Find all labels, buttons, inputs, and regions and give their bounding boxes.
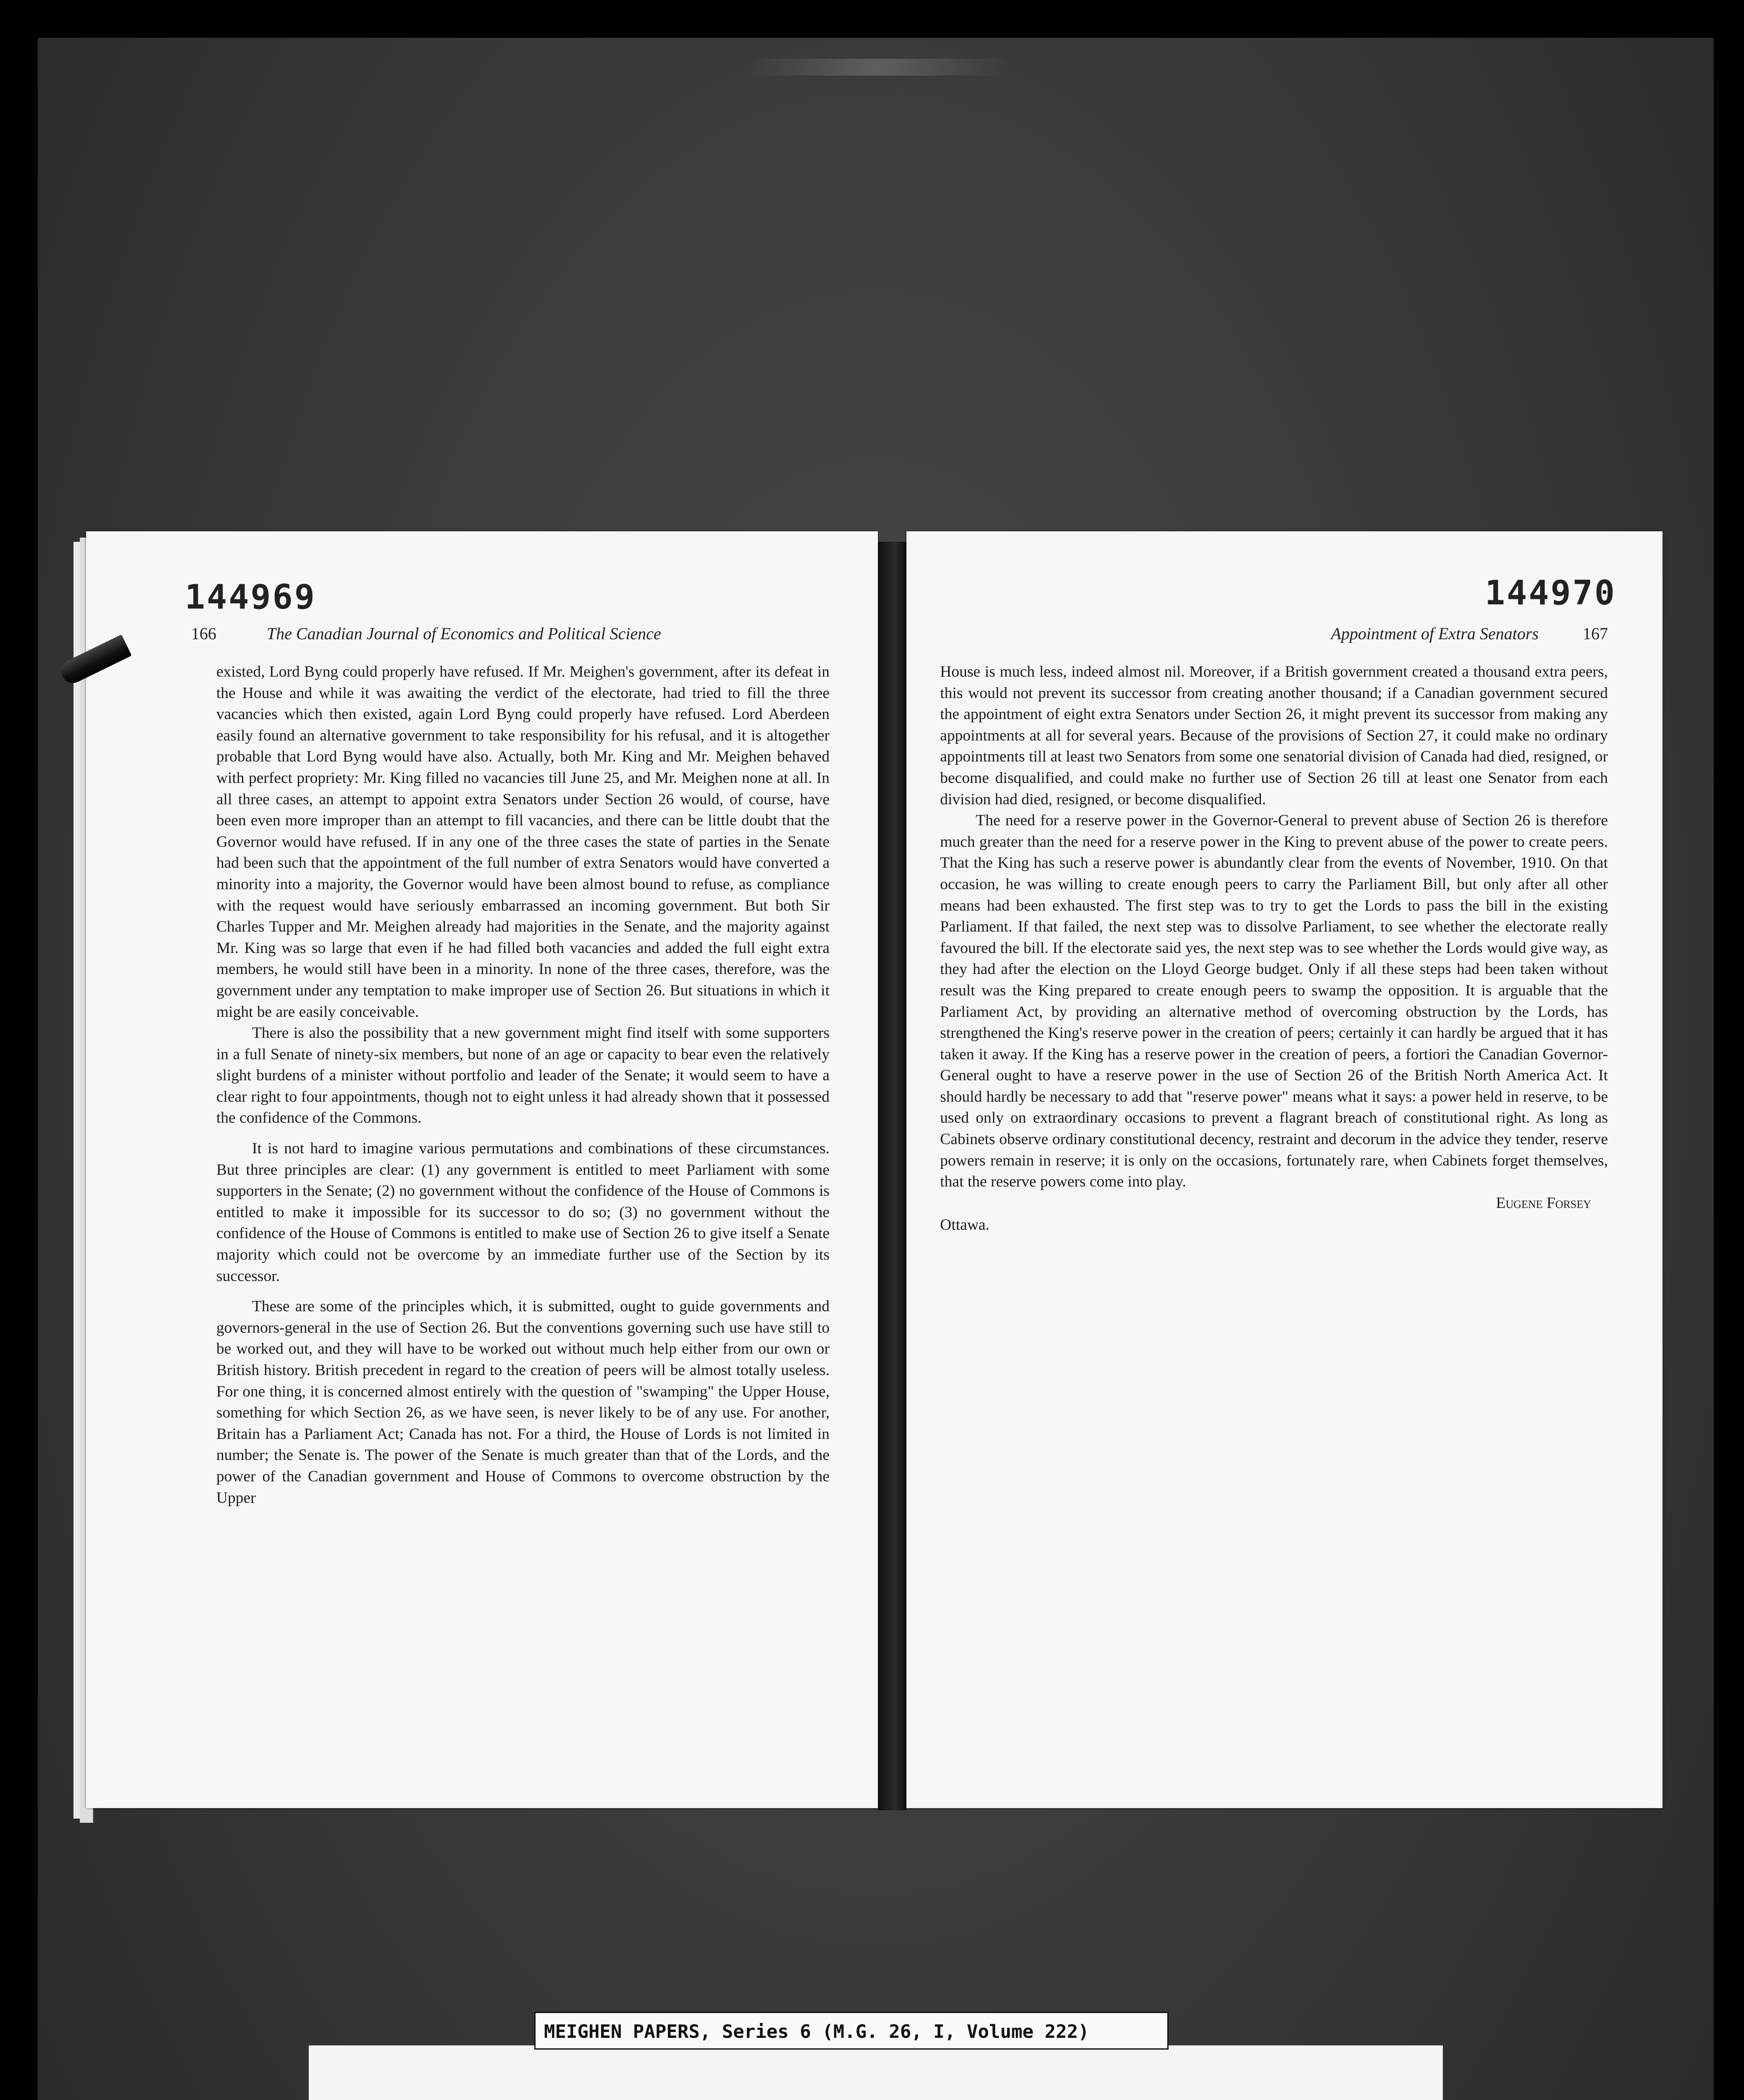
paragraph: There is also the possibility that a new government might find itself with some supporters in a full Senate of ninety-six members, but none of an age or capacity to bear even the relatively slight burdens of a minister without portfolio and leader of the Senate; it would seem to have a clear right to four appointments, though not to eight unless it had already shown that it possessed the confidence of the Commons. (216, 1024, 830, 1127)
paragraph: existed, Lord Byng could properly have refused. If Mr. Meighen's government, after its defeat in the House and while it was awaiting the verdict of the electorate, had tried to fill the three vacancies which then existed, again Lord Byng could properly have refused. Lord Aberdeen easily found an alternative government to take responsibility for his refusal, and it is altogether probable that Lord Byng would have also. Actually, both Mr. King and Mr. Meighen behaved with perfect propriety: Mr. King filled no vacancies till June 25, and Mr. Meighen none at all. In all three cases, an attempt to appoint extra Senators under Section 26 would, of course, have been even more improper than an attempt to fill vacancies, and there can be little doubt that the Governor would have refused. If in any one of the three cases the state of parties in the Senate had been such that the appointment of the full number of extra Senators would have converted a minority into a majority, the Governor would have been almost bound to refuse, as compliance with the request would have seriously embarrassed an incoming government. But both Sir Charles Tupper and Mr. Meighen already had majorities in the Senate, and the majority against Mr. King was so large that even if he had filled both vacancies and added the full eight extra members, he would still have been in a minority. In none of the three cases, therefore, was the government under any temptation to make improper use of Section 26. But situations in which it might be are easily conceivable. (216, 663, 830, 1021)
body-text (216, 662, 830, 1509)
body-text (940, 662, 1608, 1236)
paragraph: House is much less, indeed almost nil. Moreover, if a British government created a thousand extra peers, this would not prevent its successor from creating another thousand; if a Canadian government secured the appointment of eight extra Senators under Section 26, it might prevent its successor from making any appointments at all for several years. Because of the provisions of Section 27, it could make no ordinary appointments till at least two Senators from some one senatorial division of Canada had died, resigned, or become disqualified, and could make no further use of Section 26 till at least one Senator from each division had died, resigned, or become disqualified. (940, 663, 1608, 808)
place-line: Ottawa. (940, 1216, 990, 1234)
page-number: 166 (191, 624, 216, 643)
article-title: Appointment of Extra Senators (1331, 624, 1539, 643)
page-number: 167 (1583, 624, 1608, 643)
paragraph: These are some of the principles which, it is submitted, ought to guide governments and governors-general in the use of Section 26. But the conventions governing such use have still to be worked out, and they will have to be worked out without much help either from our own or British history. British precedent in regard to the creation of peers will be almost totally useless. For one thing, it is concerned almost entirely with the question of "swamping" the Upper House, something for which Section 26, as we have seen, is never likely to be of any use. For another, Britain has a Parliament Act; Canada has not. For a third, the House of Lords is not limited in number; the Senate is. The power of the Senate is much greater than that of the Lords, and the power of the Canadian government and House of Commons to overcome obstruction by the Upper (216, 1298, 830, 1507)
journal-title: The Canadian Journal of Economics and Political Science (267, 624, 661, 643)
paragraph: The need for a reserve power in the Governor-General to prevent abuse of Section 26 is therefore much greater than the need for a reserve power in the King to prevent abuse of the power to create peers. That the King has such a reserve power is abundantly clear from the events of November, 1910. On that occasion, he was willing to create enough peers to carry the Parliament Bill, but only after all other means had been exhausted. The first step was to try to get the Lords to pass the bill in the existing Parliament. If that failed, the next step was to dissolve Parliament, to see whether the electorate really favoured the bill. If the electorate said yes, the next step was to see whether the Lords would give way, as they had after the election on the Lloyd George budget. Only if all these steps had been taken without result was the King prepared to create enough peers to swamp the opposition. It is arguable that the Parliament Act, by providing an alternative method of overcoming obstruction by the Lords, has strengthened the King's reserve power in the creation of peers; certainly it can hardly be argued that it has taken it away. If the King has a reserve power in the creation of peers, a fortiori the Canadian Governor-General ought to have a reserve power in the use of Section 26 of the British North America Act. It should hardly be necessary to add that "reserve power" means what it says: a power held in reserve, to be used only on extraordinary occasions to prevent a flagrant breach of constitutional right. As long as Cabinets observe ordinary constitutional decency, restraint and decorum in the advice they tender, reserve powers remain in reserve; it is only on the occasions, fortunately rare, when Cabinets forget themselves, that the reserve powers come into play. (940, 812, 1608, 1191)
archives-card (309, 2045, 1443, 2100)
paragraph: It is not hard to imagine various permutations and combinations of these circumstances. But three principles are clear: (1) any government is entitled to meet Parliament with some supporters in the Senate; (2) no government without the confidence of the House of Commons is entitled to make it impossible for its successor to do so; (3) no government without the confidence of the House of Commons is entitled to make use of Section 26 to give itself a Senate majority which could not be overcome by an immediate further use of the Section by its successor. (216, 1140, 830, 1285)
right-page (906, 531, 1663, 1808)
film-smudge (748, 59, 1008, 76)
frame-number-stamp: 144969 (185, 578, 316, 617)
collection-label: MEIGHEN PAPERS, Series 6 (M.G. 26, I, Volume 222) (534, 2012, 1169, 2050)
author-signature: Eugene Forsey (1496, 1194, 1591, 1212)
frame-number-stamp: 144970 (1485, 573, 1616, 612)
left-page (86, 531, 878, 1808)
book-gutter (878, 542, 906, 1810)
